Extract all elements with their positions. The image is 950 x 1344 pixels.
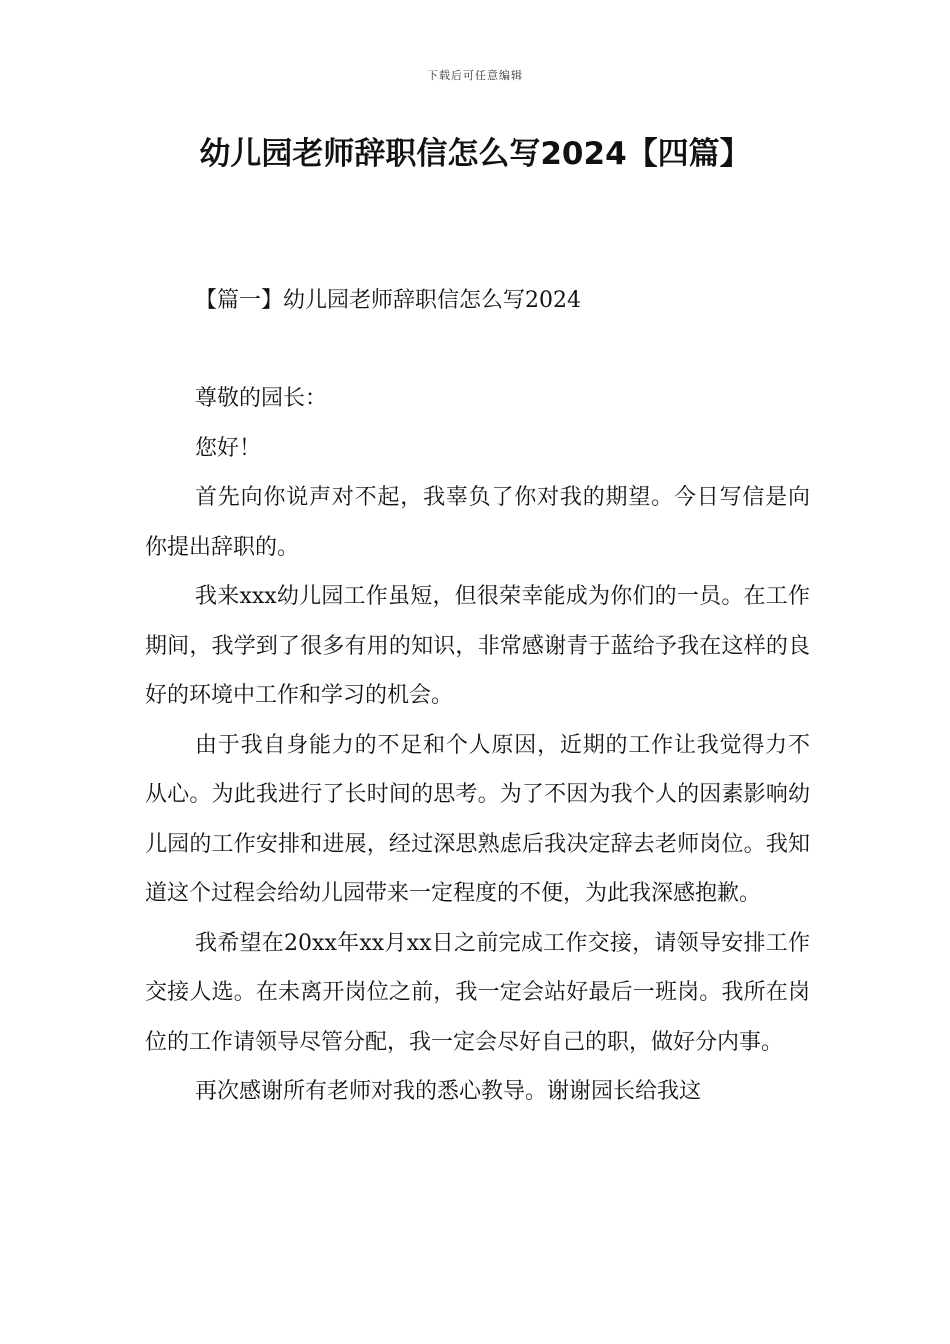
header-note: 下载后可任意编辑 xyxy=(427,69,523,82)
document-title: 幼儿园老师辞职信怎么写2024【四篇】 xyxy=(199,136,751,172)
paragraph: 我希望在20xx年xx月xx日之前完成工作交接，请领导安排工作交接人选。在未离开岗位之前，我一定会站好最后一班岗。我所在岗位的工作请领导尽管分配，我一定会尽好自己的职，做好分内事。 xyxy=(145,930,810,1055)
paragraph: 由于我自身能力的不足和个人原因，近期的工作让我觉得力不从心。为此我进行了长时间的思考。为了不因为我个人的因素影响幼儿园的工作安排和进展，经过深思熟虑后我决定辞去老师岗位。我知道这个过程会给幼儿园带来一定程度的不便，为此我深感抱歉。 xyxy=(145,732,810,906)
section-title: 【篇一】幼儿园老师辞职信怎么写2024 xyxy=(195,288,581,313)
salutation: 尊敬的园长： xyxy=(195,386,328,411)
greeting: 您好！ xyxy=(195,435,262,461)
paragraph: 我来xxx幼儿园工作虽短，但很荣幸能成为你们的一员。在工作期间，我学到了很多有用的知识，非常感谢青于蓝给予我在这样的良好的环境中工作和学习的机会。 xyxy=(145,584,810,708)
paragraph: 再次感谢所有老师对我的悉心教导。谢谢园长给我这 xyxy=(195,1079,702,1104)
paragraph: 首先向你说声对不起，我辜负了你对我的期望。今日写信是向你提出辞职的。 xyxy=(145,485,810,560)
letter-body xyxy=(145,374,810,1117)
